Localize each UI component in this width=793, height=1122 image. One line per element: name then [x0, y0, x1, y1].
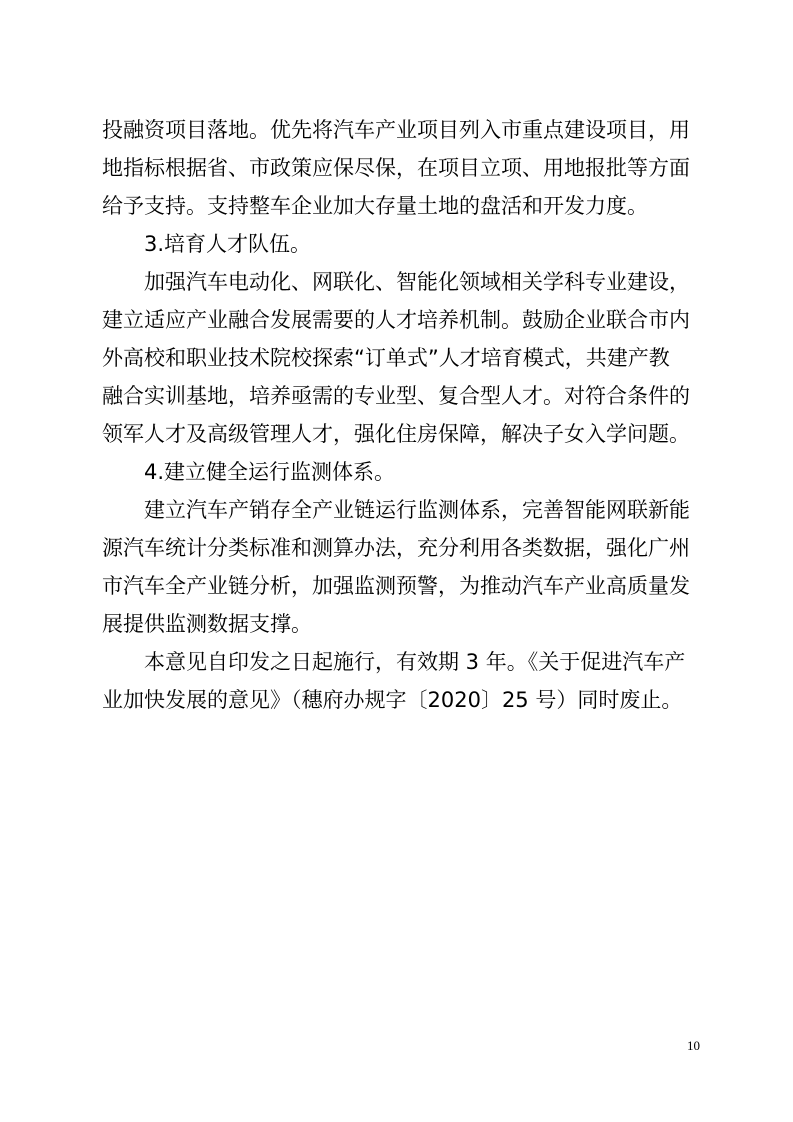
paragraph-line: 给予支持。支持整车企业加大存量土地的盘活和开发力度。	[102, 194, 648, 218]
paragraph-line: 融合实训基地，培养亟需的专业型、复合型人才。对符合条件的	[102, 384, 690, 408]
paragraph-line: 投融资项目落地。优先将汽车产业项目列入市重点建设项目，用	[102, 118, 690, 142]
page-number: 10	[687, 1038, 700, 1053]
paragraph-line: 建立汽车产销存全产业链运行监测体系，完善智能网联新能	[144, 498, 690, 522]
paragraph-line: 地指标根据省、市政策应保尽保，在项目立项、用地报批等方面	[102, 156, 690, 180]
paragraph-line: 建立适应产业融合发展需要的人才培养机制。鼓励企业联合市内	[102, 308, 690, 332]
paragraph-line: 市汽车全产业链分析，加强监测预警，为推动汽车产业高质量发	[102, 574, 690, 598]
paragraph-line: 业加快发展的意见》（穗府办规字〔2020〕25 号）同时废止。	[102, 688, 683, 712]
paragraph-line: 本意见自印发之日起施行，有效期 3 年。《关于促进汽车产	[144, 650, 686, 674]
paragraph-line: 加强汽车电动化、网联化、智能化领域相关学科专业建设，	[144, 270, 690, 294]
section-heading: 3.培育人才队伍。	[144, 232, 312, 256]
section-heading: 4.建立健全运行监测体系。	[144, 460, 396, 484]
paragraph-line: 外高校和职业技术院校探索“订单式”人才培育模式，共建产教	[102, 346, 670, 370]
paragraph-line: 领军人才及高级管理人才，强化住房保障，解决子女入学问题。	[102, 422, 690, 446]
paragraph-line: 源汽车统计分类标准和测算办法，充分利用各类数据，强化广州	[102, 536, 690, 560]
paragraph-line: 展提供监测数据支撑。	[102, 612, 312, 636]
